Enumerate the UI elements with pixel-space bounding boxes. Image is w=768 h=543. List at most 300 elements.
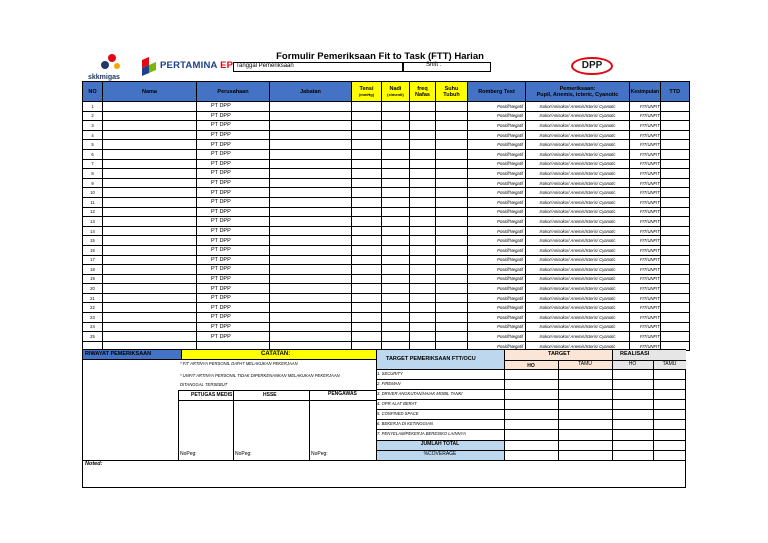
row-ttd[interactable] (660, 274, 689, 284)
row-jabatan[interactable] (270, 226, 352, 236)
row-jabatan[interactable] (270, 197, 352, 207)
row-freq[interactable] (410, 284, 436, 294)
row-nama[interactable] (103, 313, 197, 323)
row-pemeriksaan[interactable]: Isokor/Anisokor/ Anemis/Icteris/ Cyanotic (526, 236, 630, 246)
row-pemeriksaan[interactable]: Isokor/Anisokor/ Anemis/Icteris/ Cyanotic (526, 293, 630, 303)
row-kesimpulan[interactable]: FIT/UNFIT (630, 265, 661, 275)
row-freq[interactable] (410, 293, 436, 303)
row-nama[interactable] (103, 149, 197, 159)
row-suhu[interactable] (436, 169, 468, 179)
row-romberg[interactable]: Positif/Negatif (468, 197, 526, 207)
row-tensi[interactable] (352, 207, 382, 217)
row-ttd[interactable] (660, 159, 689, 169)
row-tensi[interactable] (352, 293, 382, 303)
row-suhu[interactable] (436, 111, 468, 121)
row-tensi[interactable] (352, 102, 382, 112)
row-nama[interactable] (103, 102, 197, 112)
row-nadi[interactable] (382, 217, 410, 227)
row-tensi[interactable] (352, 255, 382, 265)
row-nadi[interactable] (382, 255, 410, 265)
row-suhu[interactable] (436, 313, 468, 323)
row-kesimpulan[interactable]: FIT/UNFIT (630, 102, 661, 112)
row-kesimpulan[interactable]: FIT/UNFIT (630, 178, 661, 188)
row-ttd[interactable] (660, 149, 689, 159)
row-nadi[interactable] (382, 130, 410, 140)
row-nama[interactable] (103, 274, 197, 284)
row-pemeriksaan[interactable]: Isokor/Anisokor/ Anemis/Icteris/ Cyanotic (526, 322, 630, 332)
row-romberg[interactable]: Positif/Negatif (468, 130, 526, 140)
row-romberg[interactable]: Positif/Negatif (468, 217, 526, 227)
col-nadi (382, 82, 410, 102)
row-freq[interactable] (410, 197, 436, 207)
row-nama[interactable] (103, 255, 197, 265)
row-nadi[interactable] (382, 178, 410, 188)
row-nadi[interactable] (382, 226, 410, 236)
row-nama[interactable] (103, 226, 197, 236)
row-jabatan[interactable] (270, 255, 352, 265)
row-freq[interactable] (410, 207, 436, 217)
row-pemeriksaan[interactable]: Isokor/Anisokor/ Anemis/Icteris/ Cyanotic (526, 102, 630, 112)
row-tensi[interactable] (352, 121, 382, 131)
row-romberg[interactable]: Positif/Negatif (468, 313, 526, 323)
row-perusahaan: PT DPP (197, 140, 270, 150)
row-perusahaan: PT DPP (197, 293, 270, 303)
row-jabatan[interactable] (270, 188, 352, 198)
catatan-label: CATATAN: (261, 351, 291, 357)
col-ttd: TTD (660, 82, 689, 102)
row-kesimpulan[interactable]: FIT/UNFIT (630, 313, 661, 323)
row-pemeriksaan[interactable]: Isokor/Anisokor/ Anemis/Icteris/ Cyanotic (526, 341, 630, 351)
row-nadi[interactable] (382, 245, 410, 255)
row-freq[interactable] (410, 265, 436, 275)
nopeg-petugas[interactable]: NoPeg: (180, 451, 197, 457)
col-perusahaan: Perusahaan (197, 82, 270, 102)
row-pemeriksaan[interactable]: Isokor/Anisokor/ Anemis/Icteris/ Cyanotic (526, 332, 630, 342)
row-jabatan[interactable] (270, 284, 352, 294)
row-nadi[interactable] (382, 102, 410, 112)
row-suhu[interactable] (436, 159, 468, 169)
table-row (83, 197, 690, 207)
col-nadi-label: Nadi (389, 86, 402, 92)
row-nadi[interactable] (382, 149, 410, 159)
skkmigas-logo-text: skkmigas (88, 74, 120, 81)
row-pemeriksaan[interactable]: Isokor/Anisokor/ Anemis/Icteris/ Cyanotic (526, 149, 630, 159)
row-kesimpulan[interactable]: FIT/UNFIT (630, 207, 661, 217)
row-nama[interactable] (103, 207, 197, 217)
row-ttd[interactable] (660, 245, 689, 255)
row-nadi[interactable] (382, 188, 410, 198)
row-perusahaan: PT DPP (197, 121, 270, 131)
row-nadi[interactable] (382, 169, 410, 179)
row-romberg[interactable]: Positif/Negatif (468, 284, 526, 294)
row-nama[interactable] (103, 332, 197, 342)
row-freq[interactable] (410, 159, 436, 169)
row-ttd[interactable] (660, 178, 689, 188)
row-jabatan[interactable] (270, 313, 352, 323)
row-romberg[interactable]: Positif/Negatif (468, 169, 526, 179)
row-nama[interactable] (103, 284, 197, 294)
row-suhu[interactable] (436, 284, 468, 294)
row-ttd[interactable] (660, 236, 689, 246)
dpp-logo-text: DPP (581, 60, 603, 71)
row-kesimpulan[interactable]: FIT/UNFIT (630, 149, 661, 159)
row-jabatan[interactable] (270, 303, 352, 313)
row-jabatan[interactable] (270, 332, 352, 342)
row-nadi[interactable] (382, 313, 410, 323)
row-kesimpulan[interactable]: FIT/UNFIT (630, 284, 661, 294)
row-kesimpulan[interactable]: FIT/UNFIT (630, 217, 661, 227)
row-no: 9 (83, 178, 103, 188)
row-kesimpulan[interactable]: FIT/UNFIT (630, 188, 661, 198)
row-nadi[interactable] (382, 111, 410, 121)
row-no: 5 (83, 140, 103, 150)
row-perusahaan: PT DPP (197, 303, 270, 313)
row-no: 1 (83, 102, 103, 112)
col-tensi-label: Tensi (359, 86, 374, 92)
row-romberg[interactable]: Positif/Negatif (468, 140, 526, 150)
row-pemeriksaan[interactable]: Isokor/Anisokor/ Anemis/Icteris/ Cyanotic (526, 140, 630, 150)
row-tensi[interactable] (352, 188, 382, 198)
row-ttd[interactable] (660, 188, 689, 198)
row-freq[interactable] (410, 255, 436, 265)
row-perusahaan: PT DPP (197, 178, 270, 188)
row-romberg[interactable]: Positif/Negatif (468, 159, 526, 169)
table-row (83, 322, 690, 332)
row-kesimpulan[interactable]: FIT/UNFIT (630, 245, 661, 255)
row-romberg[interactable]: Positif/Negatif (468, 102, 526, 112)
row-freq[interactable] (410, 313, 436, 323)
row-suhu[interactable] (436, 149, 468, 159)
row-kesimpulan[interactable]: FIT/UNFIT (630, 140, 661, 150)
row-nadi[interactable] (382, 322, 410, 332)
row-ttd[interactable] (660, 217, 689, 227)
row-nadi[interactable] (382, 121, 410, 131)
row-jabatan[interactable] (270, 178, 352, 188)
row-pemeriksaan[interactable]: Isokor/Anisokor/ Anemis/Icteris/ Cyanotic (526, 217, 630, 227)
row-jabatan[interactable] (270, 265, 352, 275)
row-pemeriksaan[interactable]: Isokor/Anisokor/ Anemis/Icteris/ Cyanotic (526, 178, 630, 188)
row-ttd[interactable] (660, 121, 689, 131)
table-row (83, 102, 690, 112)
shift-field[interactable] (403, 62, 491, 72)
row-kesimpulan[interactable]: FIT/UNFIT (630, 274, 661, 284)
row-pemeriksaan[interactable]: Isokor/Anisokor/ Anemis/Icteris/ Cyanotic (526, 197, 630, 207)
row-freq[interactable] (410, 149, 436, 159)
row-tensi[interactable] (352, 236, 382, 246)
row-kesimpulan[interactable]: FIT/UNFIT (630, 121, 661, 131)
row-pemeriksaan[interactable]: Isokor/Anisokor/ Anemis/Icteris/ Cyanotic (526, 207, 630, 217)
row-kesimpulan[interactable]: FIT/UNFIT (630, 169, 661, 179)
row-jabatan[interactable] (270, 207, 352, 217)
row-freq[interactable] (410, 140, 436, 150)
row-jabatan[interactable] (270, 140, 352, 150)
row-pemeriksaan[interactable]: Isokor/Anisokor/ Anemis/Icteris/ Cyanotic (526, 169, 630, 179)
row-jabatan[interactable] (270, 245, 352, 255)
target-item-2: 2. FIREMAN (377, 381, 401, 386)
row-jabatan[interactable] (270, 293, 352, 303)
row-tensi[interactable] (352, 169, 382, 179)
col-nadi-unit: (x/menit) (387, 92, 404, 97)
row-kesimpulan[interactable]: FIT/UNFIT (630, 130, 661, 140)
row-nadi[interactable] (382, 274, 410, 284)
row-pemeriksaan[interactable]: Isokor/Anisokor/ Anemis/Icteris/ Cyanotic (526, 265, 630, 275)
row-pemeriksaan[interactable]: Isokor/Anisokor/ Anemis/Icteris/ Cyanotic (526, 226, 630, 236)
row-romberg[interactable]: Positif/Negatif (468, 274, 526, 284)
row-pemeriksaan[interactable]: Isokor/Anisokor/ Anemis/Icteris/ Cyanotic (526, 284, 630, 294)
row-romberg[interactable]: Positif/Negatif (468, 293, 526, 303)
row-ttd[interactable] (660, 313, 689, 323)
row-pemeriksaan[interactable]: Isokor/Anisokor/ Anemis/Icteris/ Cyanotic (526, 121, 630, 131)
row-nadi[interactable] (382, 197, 410, 207)
row-romberg[interactable]: Positif/Negatif (468, 236, 526, 246)
target-item-5: 5. CONFINED SPACE (377, 411, 419, 416)
row-ttd[interactable] (660, 197, 689, 207)
row-freq[interactable] (410, 217, 436, 227)
row-suhu[interactable] (436, 303, 468, 313)
row-freq[interactable] (410, 102, 436, 112)
col-suhu-sub: Tubuh (443, 91, 460, 98)
row-freq[interactable] (410, 169, 436, 179)
row-ttd[interactable] (660, 226, 689, 236)
row-freq[interactable] (410, 111, 436, 121)
row-romberg[interactable]: Positif/Negatif (468, 332, 526, 342)
row-ttd[interactable] (660, 207, 689, 217)
row-romberg[interactable]: Positif/Negatif (468, 303, 526, 313)
row-suhu[interactable] (436, 121, 468, 131)
date-field[interactable] (233, 62, 403, 72)
row-tensi[interactable] (352, 284, 382, 294)
row-tensi[interactable] (352, 111, 382, 121)
row-pemeriksaan[interactable]: Isokor/Anisokor/ Anemis/Icteris/ Cyanotic (526, 111, 630, 121)
row-jabatan[interactable] (270, 159, 352, 169)
row-nadi[interactable] (382, 159, 410, 169)
row-jabatan[interactable] (270, 102, 352, 112)
target-item-4: 4. OPR ALAT BERAT (377, 401, 417, 406)
row-nama[interactable] (103, 303, 197, 313)
row-tensi[interactable] (352, 178, 382, 188)
row-freq[interactable] (410, 226, 436, 236)
row-jabatan[interactable] (270, 217, 352, 227)
row-nama[interactable] (103, 111, 197, 121)
row-perusahaan: PT DPP (197, 322, 270, 332)
row-romberg[interactable]: Positif/Negatif (468, 149, 526, 159)
row-perusahaan: PT DPP (197, 159, 270, 169)
row-romberg[interactable]: Positif/Negatif (468, 245, 526, 255)
row-nama[interactable] (103, 245, 197, 255)
row-jabatan[interactable] (270, 169, 352, 179)
row-suhu[interactable] (436, 245, 468, 255)
row-jabatan[interactable] (270, 149, 352, 159)
pertamina-logo (140, 56, 235, 78)
row-freq[interactable] (410, 245, 436, 255)
row-kesimpulan[interactable]: FIT/UNFIT (630, 332, 661, 342)
row-nama[interactable] (103, 322, 197, 332)
row-suhu[interactable] (436, 130, 468, 140)
row-ttd[interactable] (660, 130, 689, 140)
row-perusahaan: PT DPP (197, 274, 270, 284)
row-romberg[interactable]: Positif/Negatif (468, 207, 526, 217)
row-suhu[interactable] (436, 255, 468, 265)
row-nama[interactable] (103, 159, 197, 169)
row-nadi[interactable] (382, 265, 410, 275)
row-jabatan[interactable] (270, 130, 352, 140)
row-pemeriksaan[interactable]: Isokor/Anisokor/ Anemis/Icteris/ Cyanotic (526, 188, 630, 198)
row-ttd[interactable] (660, 111, 689, 121)
row-pemeriksaan[interactable]: Isokor/Anisokor/ Anemis/Icteris/ Cyanotic (526, 130, 630, 140)
row-tensi[interactable] (352, 265, 382, 275)
row-suhu[interactable] (436, 140, 468, 150)
row-jabatan[interactable] (270, 274, 352, 284)
row-no: 8 (83, 169, 103, 179)
row-ttd[interactable] (660, 255, 689, 265)
row-pemeriksaan[interactable]: Isokor/Anisokor/ Anemis/Icteris/ Cyanotic (526, 245, 630, 255)
row-kesimpulan[interactable]: FIT/UNFIT (630, 341, 661, 351)
row-jabatan[interactable] (270, 121, 352, 131)
row-ttd[interactable] (660, 303, 689, 313)
row-freq[interactable] (410, 130, 436, 140)
row-freq[interactable] (410, 274, 436, 284)
row-kesimpulan[interactable]: FIT/UNFIT (630, 197, 661, 207)
row-suhu[interactable] (436, 322, 468, 332)
row-ttd[interactable] (660, 265, 689, 275)
row-jabatan[interactable] (270, 111, 352, 121)
row-freq[interactable] (410, 188, 436, 198)
row-kesimpulan[interactable]: FIT/UNFIT (630, 236, 661, 246)
row-suhu[interactable] (436, 207, 468, 217)
row-nama[interactable] (103, 265, 197, 275)
row-nadi[interactable] (382, 332, 410, 342)
row-nama[interactable] (103, 236, 197, 246)
row-ttd[interactable] (660, 322, 689, 332)
row-pemeriksaan[interactable]: Isokor/Anisokor/ Anemis/Icteris/ Cyanotic (526, 255, 630, 265)
row-nama[interactable] (103, 178, 197, 188)
row-no: 13 (83, 217, 103, 227)
row-romberg[interactable]: Positif/Negatif (468, 255, 526, 265)
row-ttd[interactable] (660, 293, 689, 303)
row-ttd[interactable] (660, 284, 689, 294)
row-freq[interactable] (410, 236, 436, 246)
row-pemeriksaan[interactable]: Isokor/Anisokor/ Anemis/Icteris/ Cyanotic (526, 274, 630, 284)
row-kesimpulan[interactable]: FIT/UNFIT (630, 293, 661, 303)
row-nadi[interactable] (382, 236, 410, 246)
note-fit: * FIT ARTINYA PERSONIL DAPAT MELAKUKAN PEKERJAAN (180, 361, 298, 366)
row-nama[interactable] (103, 188, 197, 198)
row-suhu[interactable] (436, 226, 468, 236)
row-jabatan[interactable] (270, 322, 352, 332)
row-tensi[interactable] (352, 274, 382, 284)
row-freq[interactable] (410, 178, 436, 188)
table-row (83, 188, 690, 198)
row-tensi[interactable] (352, 226, 382, 236)
row-kesimpulan[interactable]: FIT/UNFIT (630, 322, 661, 332)
row-pemeriksaan[interactable]: Isokor/Anisokor/ Anemis/Icteris/ Cyanotic (526, 303, 630, 313)
row-kesimpulan[interactable]: FIT/UNFIT (630, 226, 661, 236)
row-nadi[interactable] (382, 303, 410, 313)
row-suhu[interactable] (436, 293, 468, 303)
row-nama[interactable] (103, 121, 197, 131)
row-romberg[interactable]: Positif/Negatif (468, 111, 526, 121)
row-kesimpulan[interactable]: FIT/UNFIT (630, 159, 661, 169)
row-romberg[interactable]: Positif/Negatif (468, 178, 526, 188)
pertamina-logo-text: PERTAMINA (160, 60, 218, 71)
row-freq[interactable] (410, 121, 436, 131)
pertamina-logo-suffix: EP (220, 60, 234, 71)
table-row (83, 130, 690, 140)
row-freq[interactable] (410, 332, 436, 342)
row-suhu[interactable] (436, 197, 468, 207)
row-suhu[interactable] (436, 332, 468, 342)
table-row (83, 169, 690, 179)
row-suhu[interactable] (436, 102, 468, 112)
row-pemeriksaan[interactable]: Isokor/Anisokor/ Anemis/Icteris/ Cyanotic (526, 313, 630, 323)
row-nadi[interactable] (382, 293, 410, 303)
row-ttd[interactable] (660, 169, 689, 179)
row-romberg[interactable]: Positif/Negatif (468, 322, 526, 332)
row-no: 23 (83, 313, 103, 323)
row-nama[interactable] (103, 293, 197, 303)
row-suhu[interactable] (436, 188, 468, 198)
row-pemeriksaan[interactable]: Isokor/Anisokor/ Anemis/Icteris/ Cyanotic (526, 159, 630, 169)
row-perusahaan: PT DPP (197, 169, 270, 179)
row-tensi[interactable] (352, 130, 382, 140)
row-tensi[interactable] (352, 245, 382, 255)
row-ttd[interactable] (660, 332, 689, 342)
row-tensi[interactable] (352, 217, 382, 227)
row-romberg[interactable]: Positif/Negatif (468, 341, 526, 351)
row-kesimpulan[interactable]: FIT/UNFIT (630, 111, 661, 121)
row-romberg[interactable]: Positif/Negatif (468, 121, 526, 131)
row-suhu[interactable] (436, 265, 468, 275)
row-tensi[interactable] (352, 332, 382, 342)
row-suhu[interactable] (436, 274, 468, 284)
row-romberg[interactable]: Positif/Negatif (468, 265, 526, 275)
row-nadi[interactable] (382, 207, 410, 217)
row-ttd[interactable] (660, 140, 689, 150)
row-nadi[interactable] (382, 284, 410, 294)
row-tensi[interactable] (352, 322, 382, 332)
row-tensi[interactable] (352, 197, 382, 207)
row-ttd[interactable] (660, 102, 689, 112)
table-header-row (83, 82, 690, 102)
row-nama[interactable] (103, 197, 197, 207)
row-suhu[interactable] (436, 236, 468, 246)
row-no: 4 (83, 130, 103, 140)
row-nama[interactable] (103, 169, 197, 179)
row-tensi[interactable] (352, 313, 382, 323)
nopeg-pengawas[interactable]: NoPeg: (311, 451, 328, 457)
row-jabatan[interactable] (270, 236, 352, 246)
row-nama[interactable] (103, 217, 197, 227)
riwayat-label: RIWAYAT PEMERIKSAAN (85, 351, 152, 357)
row-romberg[interactable]: Positif/Negatif (468, 226, 526, 236)
row-tensi[interactable] (352, 149, 382, 159)
row-tensi[interactable] (352, 159, 382, 169)
row-suhu[interactable] (436, 217, 468, 227)
row-suhu[interactable] (436, 178, 468, 188)
col-pemeriksaan-label: Pemeriksaan: (559, 85, 596, 92)
row-romberg[interactable]: Positif/Negatif (468, 188, 526, 198)
nopeg-hsse[interactable]: NoPeg: (235, 451, 252, 457)
row-nama[interactable] (103, 130, 197, 140)
row-nadi[interactable] (382, 140, 410, 150)
row-tensi[interactable] (352, 303, 382, 313)
row-freq[interactable] (410, 303, 436, 313)
row-kesimpulan[interactable]: FIT/UNFIT (630, 303, 661, 313)
row-freq[interactable] (410, 322, 436, 332)
row-tensi[interactable] (352, 140, 382, 150)
row-nama[interactable] (103, 140, 197, 150)
row-kesimpulan[interactable]: FIT/UNFIT (630, 255, 661, 265)
